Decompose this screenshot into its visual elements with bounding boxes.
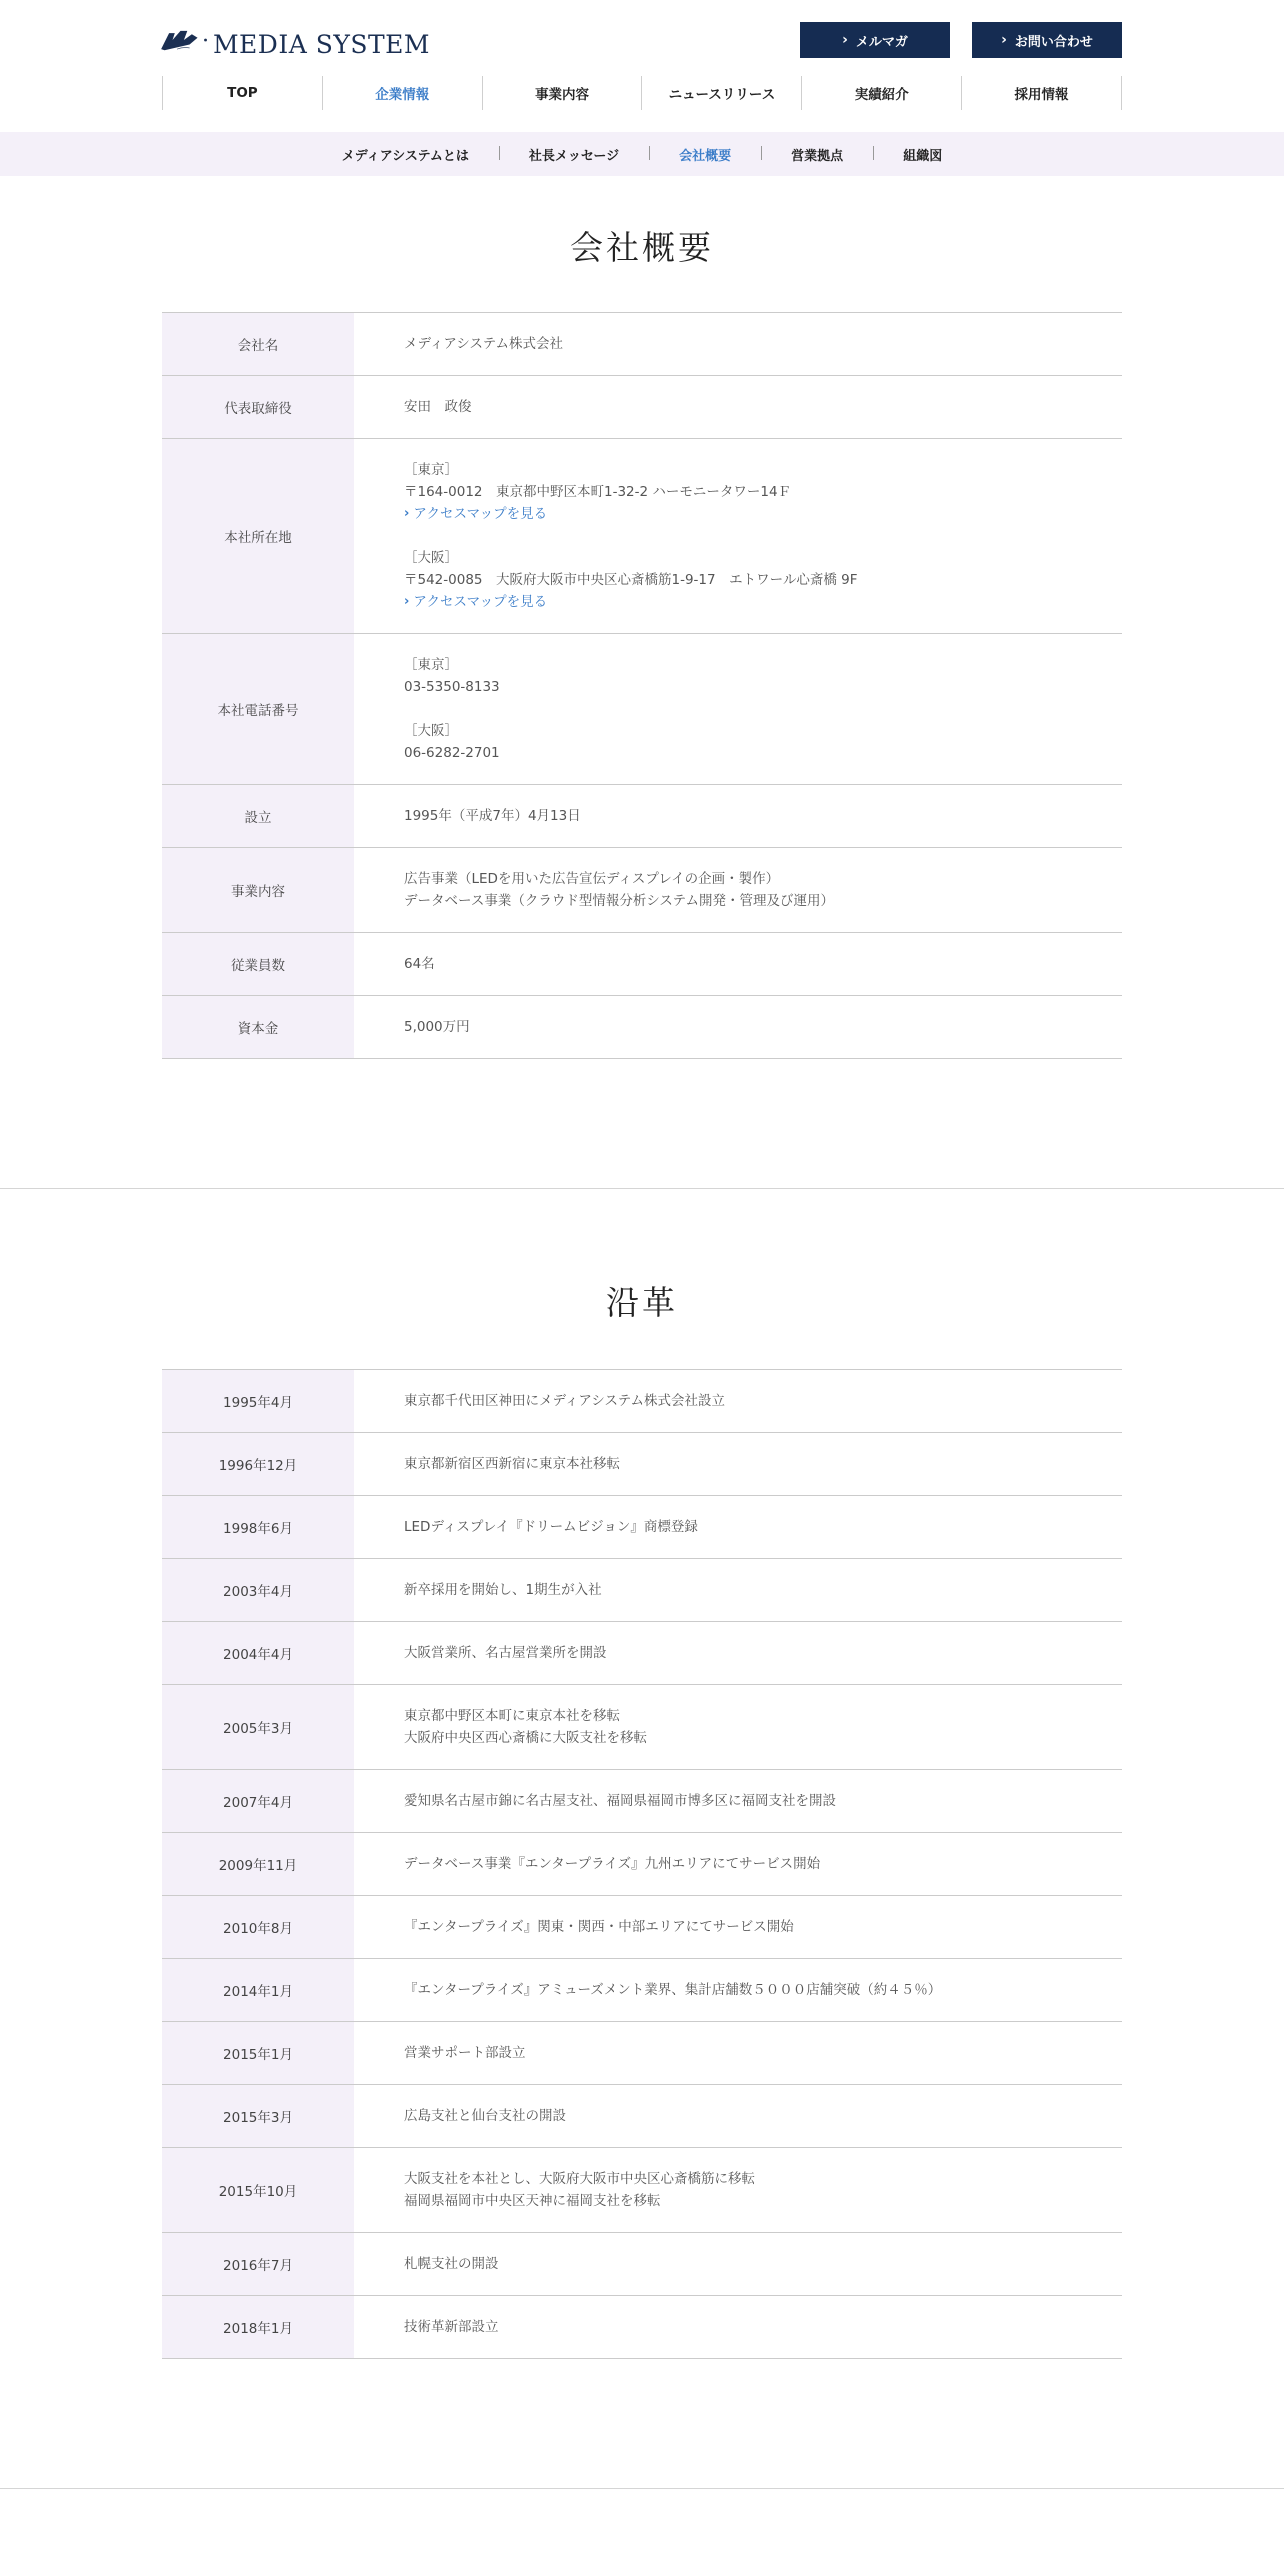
employee-count: 64名 (404, 956, 435, 972)
subnav-item-overview[interactable]: 会社概要 (649, 145, 761, 164)
capital-amount: 5,000万円 (404, 1019, 470, 1035)
company-name: メディアシステム株式会社 (404, 336, 564, 352)
history-event-line: データベース事業『エンタープライズ』九州エリアにてサービス開始 (404, 1856, 821, 1872)
row-label: 事業内容 (162, 848, 354, 932)
history-event (354, 1833, 1122, 1895)
history-event (354, 1559, 1122, 1621)
history-title: 沿革 (606, 1283, 678, 1322)
nav-item-company[interactable]: 企業情報 (322, 76, 482, 110)
history-row (162, 1622, 1122, 1685)
history-event-line: 大阪営業所、名古屋営業所を開設 (404, 1645, 607, 1661)
map-link-label: アクセスマップを見る (413, 506, 548, 522)
business-line: データベース事業（クラウド型情報分析システム開発・管理及び運用） (404, 893, 834, 909)
row-value (354, 996, 1122, 1058)
history-date: 2016年7月 (162, 2233, 354, 2295)
history-event-line: 『エンタープライズ』関東・関西・中部エリアにてサービス開始 (404, 1919, 794, 1935)
history-event-line: 『エンタープライズ』アミューズメント業界、集計店舗数５０００店舗突破（約４５％） (404, 1982, 942, 1998)
nav-item-top[interactable]: TOP (162, 76, 322, 110)
history-event-line: 東京都中野区本町に東京本社を移転 (404, 1708, 620, 1724)
row-label: 本社所在地 (162, 439, 354, 633)
contact-button[interactable] (972, 22, 1122, 58)
tokyo-phone: 03-5350-8133 (404, 679, 500, 695)
history-date: 2015年1月 (162, 2022, 354, 2084)
section-divider (0, 1188, 1284, 1189)
history-event (354, 1496, 1122, 1558)
history-event-line: 新卒採用を開始し、1期生が入社 (404, 1582, 602, 1598)
row-label: 設立 (162, 785, 354, 847)
history-row (162, 1685, 1122, 1770)
tokyo-map-link[interactable] (404, 503, 1122, 525)
history-event (354, 2148, 1122, 2232)
history-date: 2003年4月 (162, 1559, 354, 1621)
history-event-line: 広島支社と仙台支社の開設 (404, 2108, 566, 2124)
business-line: 広告事業（LEDを用いた広告宣伝ディスプレイの企画・製作） (404, 871, 780, 887)
history-row (162, 2022, 1122, 2085)
subnav-item-offices[interactable]: 営業拠点 (761, 145, 873, 164)
history-row (162, 1959, 1122, 2022)
page-title: 会社概要 (570, 228, 714, 267)
table-row (162, 439, 1122, 634)
tokyo-heading: ［東京］ (404, 657, 458, 673)
history-date: 2005年3月 (162, 1685, 354, 1769)
history-row (162, 2233, 1122, 2296)
history-row (162, 1433, 1122, 1496)
row-label: 代表取締役 (162, 376, 354, 438)
history-event-line: 大阪支社を本社とし、大阪府大阪市中央区心斎橋筋に移転 (404, 2171, 755, 2187)
row-label: 会社名 (162, 313, 354, 375)
row-value (354, 785, 1122, 847)
founded-date: 1995年（平成7年）4月13日 (404, 808, 581, 824)
history-event (354, 2085, 1122, 2147)
history-row (162, 1559, 1122, 1622)
history-event-line: 大阪府中央区西心斎橋に大阪支社を移転 (404, 1730, 647, 1746)
logo-mark-icon (160, 18, 209, 62)
history-row (162, 1770, 1122, 1833)
history-event-line: 技術革新部設立 (404, 2319, 499, 2335)
row-label: 本社電話番号 (162, 634, 354, 784)
table-row (162, 376, 1122, 439)
nav-item-news[interactable]: ニュースリリース (641, 76, 801, 110)
history-event (354, 1622, 1122, 1684)
table-row (162, 634, 1122, 785)
history-date: 2015年10月 (162, 2148, 354, 2232)
history-event (354, 2022, 1122, 2084)
history-date: 2015年3月 (162, 2085, 354, 2147)
nav-item-works[interactable]: 実績紹介 (801, 76, 961, 110)
history-date: 2009年11月 (162, 1833, 354, 1895)
tokyo-heading: ［東京］ (404, 462, 458, 478)
history-row (162, 1833, 1122, 1896)
history-date: 1998年6月 (162, 1496, 354, 1558)
row-value (354, 313, 1122, 375)
newsletter-button-label: メルマガ (855, 34, 908, 50)
chevron-right-icon: › (404, 594, 410, 609)
history-event (354, 2233, 1122, 2295)
tokyo-address: 〒164-0012 東京都中野区本町1-32-2 ハーモニータワー14Ｆ (404, 484, 792, 500)
history-row (162, 1496, 1122, 1559)
newsletter-button[interactable] (800, 22, 950, 58)
history-event (354, 1370, 1122, 1432)
history-row (162, 1370, 1122, 1433)
history-event-line: 愛知県名古屋市錦に名古屋支社、福岡県福岡市博多区に福岡支社を開設 (404, 1793, 836, 1809)
row-label: 資本金 (162, 996, 354, 1058)
osaka-heading: ［大阪］ (404, 550, 458, 566)
nav-item-business[interactable]: 事業内容 (482, 76, 642, 110)
subnav-item-org-chart[interactable]: 組織図 (873, 145, 972, 164)
contact-button-label: お問い合わせ (1014, 34, 1093, 50)
chevron-right-icon: › (1001, 32, 1007, 48)
overview-table (162, 312, 1122, 1059)
history-row (162, 1896, 1122, 1959)
history-event (354, 1433, 1122, 1495)
row-value (354, 376, 1122, 438)
history-event-line: 札幌支社の開設 (404, 2256, 499, 2272)
osaka-phone: 06-6282-2701 (404, 745, 500, 761)
history-event (354, 1770, 1122, 1832)
row-value (354, 848, 1122, 932)
logo-text: MEDIA SYSTEM (212, 29, 430, 59)
history-event-line: LEDディスプレイ『ドリームビジョン』商標登録 (404, 1519, 698, 1535)
section-divider (0, 2488, 1284, 2489)
history-event (354, 1685, 1122, 1769)
history-event (354, 2296, 1122, 2358)
subnav-item-about[interactable]: メディアシステムとは (341, 148, 469, 164)
osaka-map-link[interactable] (404, 591, 1122, 613)
osaka-heading: ［大阪］ (404, 723, 458, 739)
row-value (354, 439, 1122, 633)
chevron-right-icon: › (842, 32, 848, 48)
row-label: 従業員数 (162, 933, 354, 995)
table-row (162, 785, 1122, 848)
chevron-right-icon: › (404, 506, 410, 521)
nav-item-recruit[interactable]: 採用情報 (961, 76, 1122, 110)
table-row (162, 848, 1122, 933)
subnav-item-message[interactable]: 社長メッセージ (499, 145, 649, 164)
history-date: 1995年4月 (162, 1370, 354, 1432)
global-nav (162, 76, 1122, 110)
table-row (162, 313, 1122, 376)
history-date: 2010年8月 (162, 1896, 354, 1958)
history-event-line: 東京都新宿区西新宿に東京本社移転 (404, 1456, 620, 1472)
spacer (404, 698, 1122, 720)
history-date: 2004年4月 (162, 1622, 354, 1684)
sub-nav (0, 132, 1284, 176)
osaka-address: 〒542-0085 大阪府大阪市中央区心斎橋筋1-9-17 エトワール心斎橋 9F (404, 572, 858, 588)
row-value (354, 634, 1122, 784)
history-date: 2014年1月 (162, 1959, 354, 2021)
history-date: 2007年4月 (162, 1770, 354, 1832)
history-event-line: 福岡県福岡市中央区天神に福岡支社を移転 (404, 2193, 661, 2209)
history-row (162, 2296, 1122, 2359)
ceo-name: 安田 政俊 (404, 399, 472, 415)
history-event (354, 1896, 1122, 1958)
table-row (162, 933, 1122, 996)
history-event-line: 東京都千代田区神田にメディアシステム株式会社設立 (404, 1393, 726, 1409)
history-table (162, 1369, 1122, 2359)
map-link-label: アクセスマップを見る (413, 594, 548, 610)
history-row (162, 2148, 1122, 2233)
table-row (162, 996, 1122, 1059)
spacer (404, 525, 1122, 547)
site-logo[interactable] (160, 18, 430, 62)
history-date: 2018年1月 (162, 2296, 354, 2358)
history-date: 1996年12月 (162, 1433, 354, 1495)
history-event (354, 1959, 1122, 2021)
history-event-line: 営業サポート部設立 (404, 2045, 526, 2061)
row-value (354, 933, 1122, 995)
site-header (0, 0, 1284, 130)
history-row (162, 2085, 1122, 2148)
